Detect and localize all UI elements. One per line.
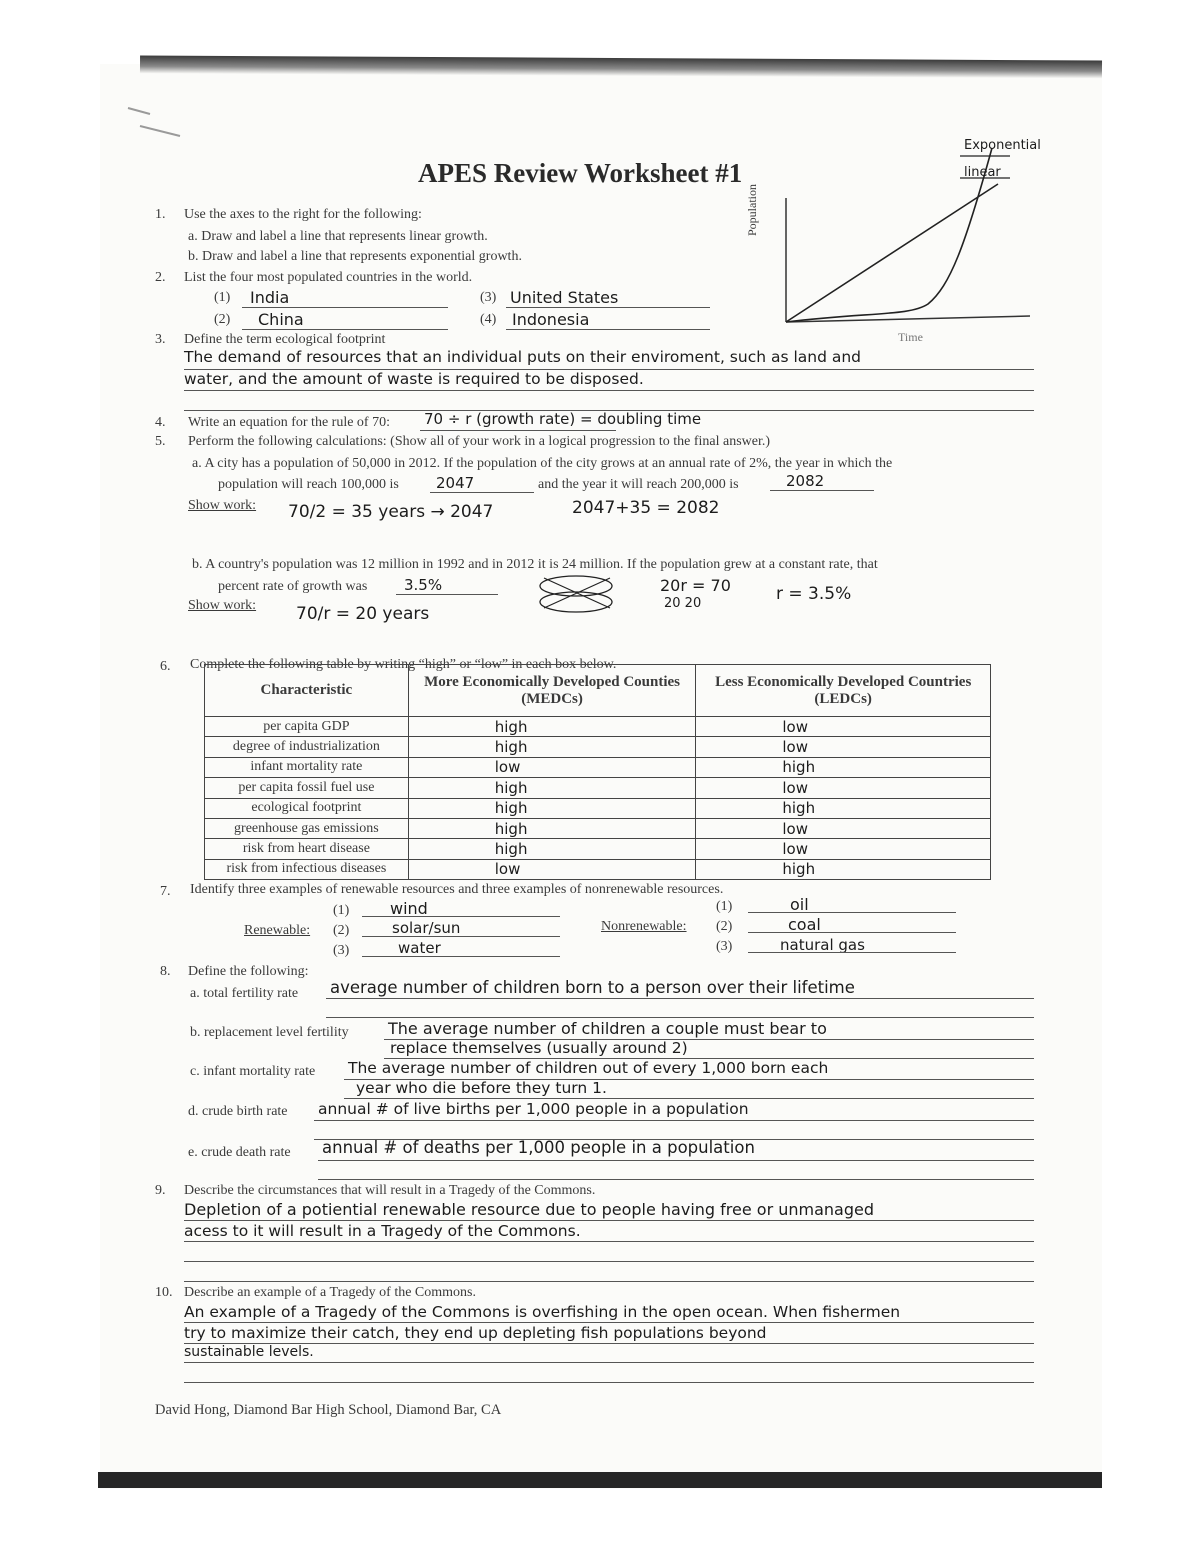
table-row [205,737,991,757]
q9-text: Describe the circumstances that will result in a Tragedy of the Commons. [184,1183,596,1198]
answer-line [396,594,498,595]
q8d-label: d. crude birth rate [188,1104,288,1119]
q2-answer-1: India [250,288,290,307]
table-cell-characteristic: infant mortality rate [205,757,409,777]
answer-line [362,956,560,957]
q8e-answer: annual # of deaths per 1,000 people in a population [322,1138,755,1157]
q2-label-4: (4) [480,312,497,327]
answer-line [420,430,616,431]
q4-answer: 70 ÷ r (growth rate) = doubling time [424,410,702,428]
q5b-show-work-label: Show work: [188,598,257,613]
answer-line [748,912,956,913]
table-header-characteristic: Characteristic [205,665,409,717]
table-row [205,859,991,879]
graph-label-linear: linear [964,165,1001,180]
table-row [205,717,991,737]
scan-edge-bottom [98,1472,1102,1488]
answer-line [326,1017,1034,1018]
answer-line [242,329,448,330]
q7-text: Identify three examples of renewable resources and three examples of nonrenewable resources. [190,882,724,897]
q2-answer-2: China [258,310,304,329]
q9-number: 9. [155,1183,166,1198]
q2-number: 2. [155,270,166,285]
q7-nonrenewable-3: natural gas [780,936,865,954]
q2-answer-3: United States [510,288,619,307]
table-cell-medc: high [408,798,696,818]
answer-line [184,1261,1034,1262]
answer-line [318,1160,1034,1161]
q5a-text-line1: a. A city has a population of 50,000 in 2012. If the population of the city grows at an annual rate of 2%, the year in which the [192,456,893,471]
q8-number: 8. [160,964,171,979]
pencil-mark-decoration [120,100,200,150]
answer-line [748,952,956,953]
q5a-work-2: 2047+35 = 2082 [572,498,720,518]
table-cell-characteristic: risk from heart disease [205,839,409,859]
answer-line [344,1098,1034,1099]
q5a-text-line2a: population will reach 100,000 is [218,477,399,492]
answer-line [242,307,448,308]
q6-text: Complete the following table by writing “high” or “low” in each box below. [190,657,617,672]
q5b-answer: 3.5% [404,576,443,594]
q10-answer-line1: An example of a Tragedy of the Commons is overfishing in the open ocean. When fishermen [184,1303,901,1321]
q3-number: 3. [155,332,166,347]
q3-answer-line1: The demand of resources that an individual puts on their enviroment, such as land and [184,348,862,366]
table-cell-medc: low [408,757,696,777]
q7-renewable-label: Renewable: [244,923,311,938]
answer-line [184,390,1034,391]
q9-answer-line1: Depletion of a potiential renewable resource due to people having free or unmanaged [184,1200,875,1219]
q8e-label: e. crude death rate [188,1145,291,1160]
q2-label-2: (2) [214,312,231,327]
q8a-label: a. total fertility rate [190,986,299,1001]
q10-answer-line2: try to maximize their catch, they end up depleting fish populations beyond [184,1324,767,1342]
q7-nonrenewable-1: oil [790,895,809,914]
q5a-text-line2b: and the year it will reach 200,000 is [538,477,739,492]
answer-line [184,1281,1034,1282]
table-cell-medc: high [408,717,696,737]
table-cell-medc: low [408,859,696,879]
answer-line [184,1362,1034,1363]
table-cell-ledc: high [696,798,991,818]
graph-x-label: Time [898,330,923,344]
answer-line [362,936,560,937]
q5a-answer-1: 2047 [436,474,475,492]
q5b-text-line2: percent rate of growth was [218,579,368,594]
q5-text: Perform the following calculations: (Show all of your work in a logical progression to the final answer.) [188,434,771,449]
table-row [205,757,991,777]
q5a-show-work-label: Show work: [188,498,257,513]
q9-answer-line2: acess to it will result in a Tragedy of the Commons. [184,1222,581,1240]
q1-text: Use the axes to the right for the following: [184,207,422,222]
table-cell-ledc: low [696,839,991,859]
table-cell-characteristic: degree of industrialization [205,737,409,757]
q7-nonrenewable-2: coal [788,915,821,934]
q8c-answer-line2: year who die before they turn 1. [356,1079,607,1097]
q5b-work-3: 20 20 [664,596,702,611]
table-row [205,778,991,798]
q7-nonrenewable-num-3: (3) [716,939,733,954]
answer-line [184,1322,1034,1323]
q2-text: List the four most populated countries in the world. [184,270,473,285]
q7-renewable-1: wind [390,899,428,918]
scratch-work-sketch [530,574,626,614]
q8-text: Define the following: [188,964,309,979]
table-cell-medc: high [408,818,696,838]
table-cell-characteristic: per capita fossil fuel use [205,778,409,798]
q5-number: 5. [155,434,166,449]
q7-nonrenewable-num-1: (1) [716,899,733,914]
medc-ledc-table [204,664,991,880]
q7-renewable-num-2: (2) [333,923,350,938]
answer-line [770,490,874,491]
table-row [205,839,991,859]
answer-line [184,1220,1034,1221]
table-cell-medc: high [408,737,696,757]
q8b-label: b. replacement level fertility [190,1025,349,1040]
q1-part-b: b. Draw and label a line that represents exponential growth. [188,249,522,264]
table-cell-ledc: low [696,778,991,798]
q8b-answer-line2: replace themselves (usually around 2) [390,1039,688,1057]
q10-text: Describe an example of a Tragedy of the Commons. [184,1285,476,1300]
graph-y-label: Population [745,183,759,236]
answer-line [314,1120,1034,1121]
growth-graph [760,136,1060,346]
q5b-work-1: 70/r = 20 years [296,604,430,624]
table-cell-characteristic: per capita GDP [205,717,409,737]
table-cell-ledc: low [696,717,991,737]
q8d-answer: annual # of live births per 1,000 people in a population [318,1100,749,1118]
answer-line [362,916,560,917]
q7-number: 7. [160,884,171,899]
q4-text: Write an equation for the rule of 70: [188,415,390,430]
q4-number: 4. [155,415,166,430]
q2-answer-4: Indonesia [512,310,590,329]
table-cell-characteristic: risk from infectious diseases [205,859,409,879]
table-cell-ledc: low [696,818,991,838]
answer-line [318,1179,1034,1180]
q3-text: Define the term ecological footprint [184,332,386,347]
q1-part-a: a. Draw and label a line that represents linear growth. [188,229,488,244]
answer-line [506,307,710,308]
q5a-answer-2: 2082 [786,472,825,490]
table-row [205,818,991,838]
table-cell-characteristic: greenhouse gas emissions [205,818,409,838]
table-header-ledcs: Less Economically Developed Countries (LEDCs) [696,665,991,717]
q7-renewable-num-3: (3) [333,943,350,958]
answer-line [184,1382,1034,1383]
q3-answer-line2: water, and the amount of waste is required to be disposed. [184,370,644,388]
exponential-growth-line [786,148,992,322]
q7-nonrenewable-num-2: (2) [716,919,733,934]
q7-renewable-2: solar/sun [392,919,461,937]
table-cell-medc: high [408,778,696,798]
q10-answer-line3: sustainable levels. [184,1344,314,1360]
table-header-medcs: More Economically Developed Counties (MEDCs) [408,665,696,717]
answer-line [748,932,956,933]
q8a-answer: average number of children born to a person over their lifetime [330,978,855,997]
linear-growth-line [786,184,998,322]
q5b-work-4: r = 3.5% [776,584,852,604]
answer-line [506,329,710,330]
page-title: APES Review Worksheet #1 [418,158,743,188]
table-cell-ledc: low [696,737,991,757]
q2-label-3: (3) [480,290,497,305]
q5a-work-1: 70/2 = 35 years → 2047 [288,502,494,522]
table-cell-ledc: high [696,859,991,879]
table-cell-characteristic: ecological footprint [205,798,409,818]
q2-label-1: (1) [214,290,231,305]
graph-label-exponential: Exponential [964,138,1041,153]
q10-number: 10. [155,1285,173,1300]
table-row [205,798,991,818]
q8b-answer-line1: The average number of children a couple must bear to [388,1019,827,1038]
q7-renewable-3: water [398,939,441,957]
answer-line [326,998,1034,999]
answer-line [184,1241,1034,1242]
q7-renewable-num-1: (1) [333,903,350,918]
q6-number: 6. [160,659,171,674]
q7-nonrenewable-label: Nonrenewable: [601,919,687,934]
table-cell-medc: high [408,839,696,859]
table-cell-ledc: high [696,757,991,777]
q8c-label: c. infant mortality rate [190,1064,316,1079]
answer-line [430,492,534,493]
q1-number: 1. [155,207,166,222]
q5b-work-2: 20r = 70 [660,576,731,595]
q8c-answer-line1: The average number of children out of every 1,000 born each [348,1059,829,1077]
footer-credit: David Hong, Diamond Bar High School, Diamond Bar, CA [155,1402,502,1418]
q5b-text-line1: b. A country's population was 12 million in 1992 and in 2012 it is 24 million. If the population grew at a constant rate, that [192,557,878,572]
